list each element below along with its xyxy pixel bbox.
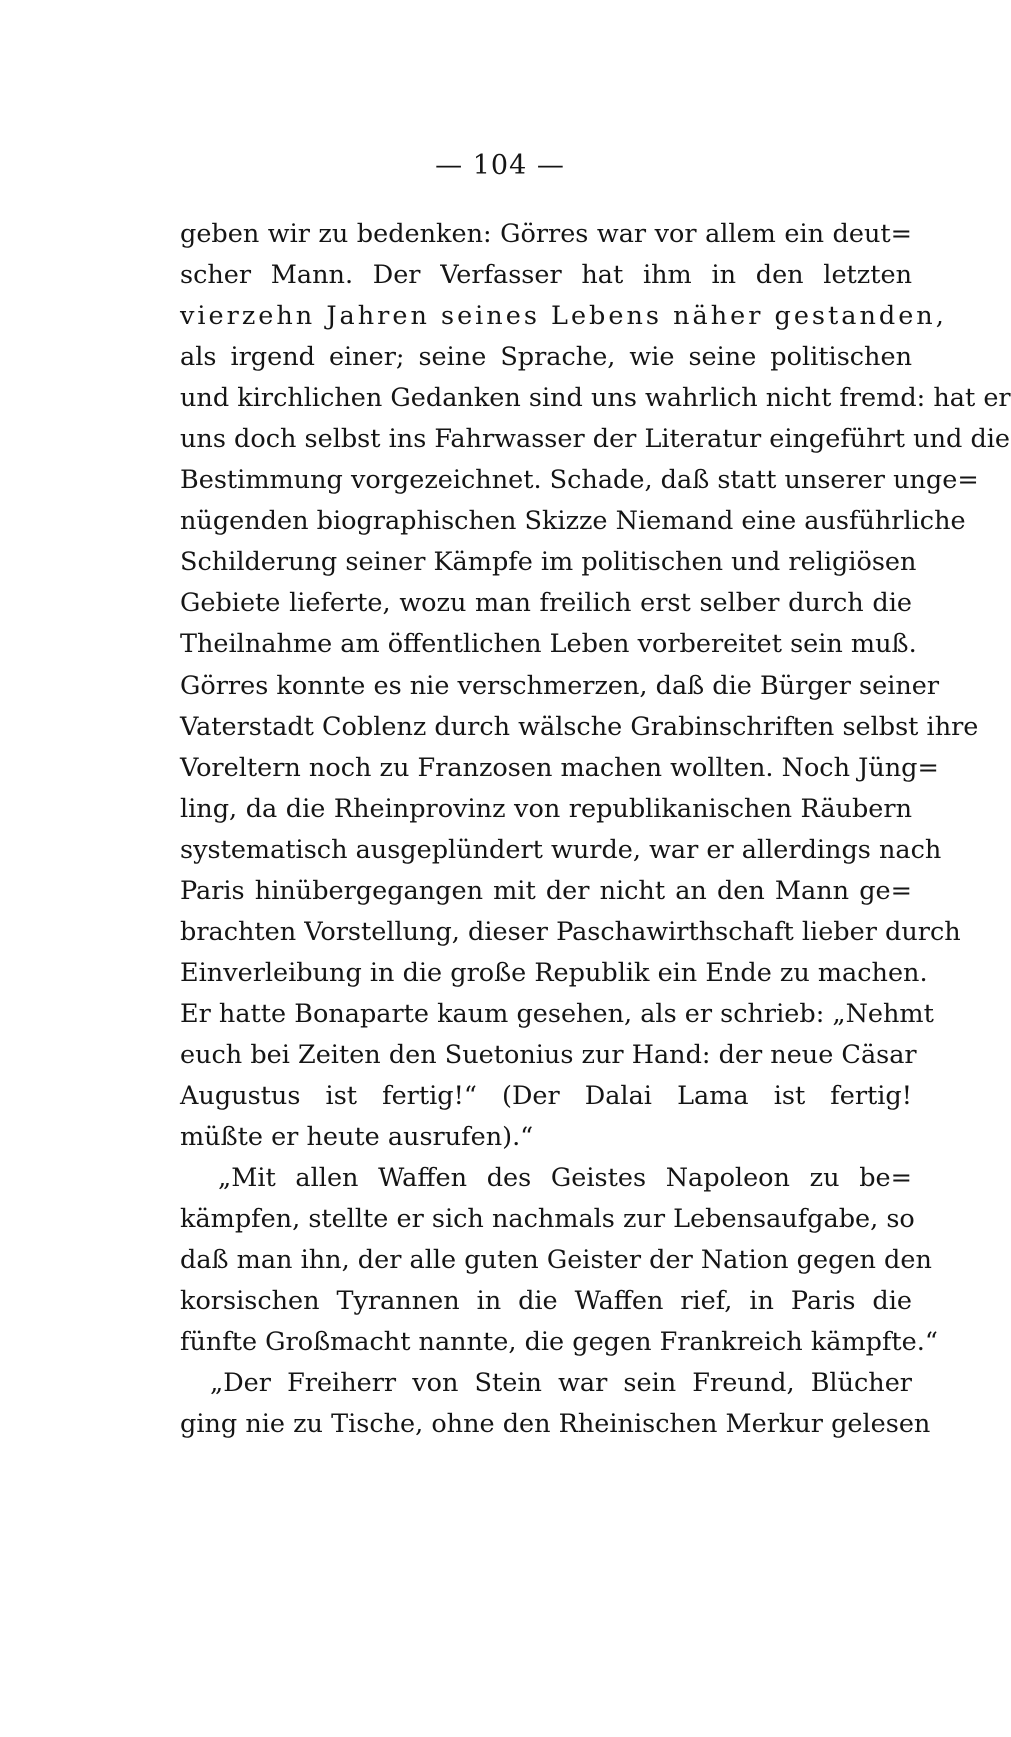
text-line: nügenden biographischen Skizze Niemand eine ausführliche <box>180 506 966 537</box>
text-line: brachten Vorstellung, dieser Paschawirthschaft lieber durch <box>180 916 961 947</box>
text-line: Paris hinübergegangen mit der nicht an den Mann ge= <box>180 875 912 906</box>
text-line: euch bei Zeiten den Suetonius zur Hand: der neue Cäsar <box>180 1039 917 1070</box>
text-line: Schilderung seiner Kämpfe im politischen und religiösen <box>180 547 917 578</box>
text-line: Gebiete lieferte, wozu man freilich erst selber durch die <box>180 588 912 619</box>
text-line: daß man ihn, der alle guten Geister der Nation gegen den <box>180 1245 932 1276</box>
text-line: uns doch selbst ins Fahrwasser der Literatur eingeführt und die <box>180 424 1011 455</box>
text-line: „Der Freiherr von Stein war sein Freund, Blücher <box>210 1368 912 1399</box>
text-line: Einverleibung in die große Republik ein Ende zu machen. <box>180 957 928 988</box>
text-line: korsischen Tyrannen in die Waffen rief, in Paris die <box>180 1286 912 1317</box>
body-text <box>180 214 1011 1445</box>
text-line: „Mit allen Waffen des Geistes Napoleon zu be= <box>218 1163 912 1194</box>
text-line: vierzehn Jahren seines Lebens näher gestanden, <box>180 301 947 332</box>
text-line: Vaterstadt Coblenz durch wälsche Grabinschriften selbst ihre <box>180 711 979 742</box>
text-line: als irgend einer; seine Sprache, wie seine politischen <box>180 342 912 373</box>
text-line: Voreltern noch zu Franzosen machen wollten. Noch Jüng= <box>180 752 939 783</box>
text-line: Görres konnte es nie verschmerzen, daß die Bürger seiner <box>180 670 940 701</box>
page-number: — 104 — <box>435 150 565 181</box>
text-line: geben wir zu bedenken: Görres war vor allem ein deut= <box>180 219 912 249</box>
text-line: scher Mann. Der Verfasser hat ihm in den letzten <box>180 260 912 291</box>
text-line: müßte er heute ausrufen).“ <box>180 1122 534 1153</box>
text-line: Augustus ist fertig!“ (Der Dalai Lama ist fertig! <box>180 1080 912 1111</box>
text-line: und kirchlichen Gedanken sind uns wahrlich nicht fremd: hat er <box>180 383 1011 414</box>
text-line: ling, da die Rheinprovinz von republikanischen Räubern <box>180 793 912 824</box>
text-line: systematisch ausgeplündert wurde, war er allerdings nach <box>180 834 942 865</box>
text-line: Bestimmung vorgezeichnet. Schade, daß statt unserer unge= <box>180 465 979 496</box>
text-line: ging nie zu Tische, ohne den Rheinischen Merkur gelesen <box>180 1409 931 1440</box>
text-line: Theilnahme am öffentlichen Leben vorbereitet sein muß. <box>180 629 917 660</box>
text-line: fünfte Großmacht nannte, die gegen Frankreich kämpfte.“ <box>180 1327 938 1358</box>
text-line: kämpfen, stellte er sich nachmals zur Lebensaufgabe, so <box>180 1204 915 1235</box>
text-line: Er hatte Bonaparte kaum gesehen, als er schrieb: „Nehmt <box>180 998 934 1029</box>
